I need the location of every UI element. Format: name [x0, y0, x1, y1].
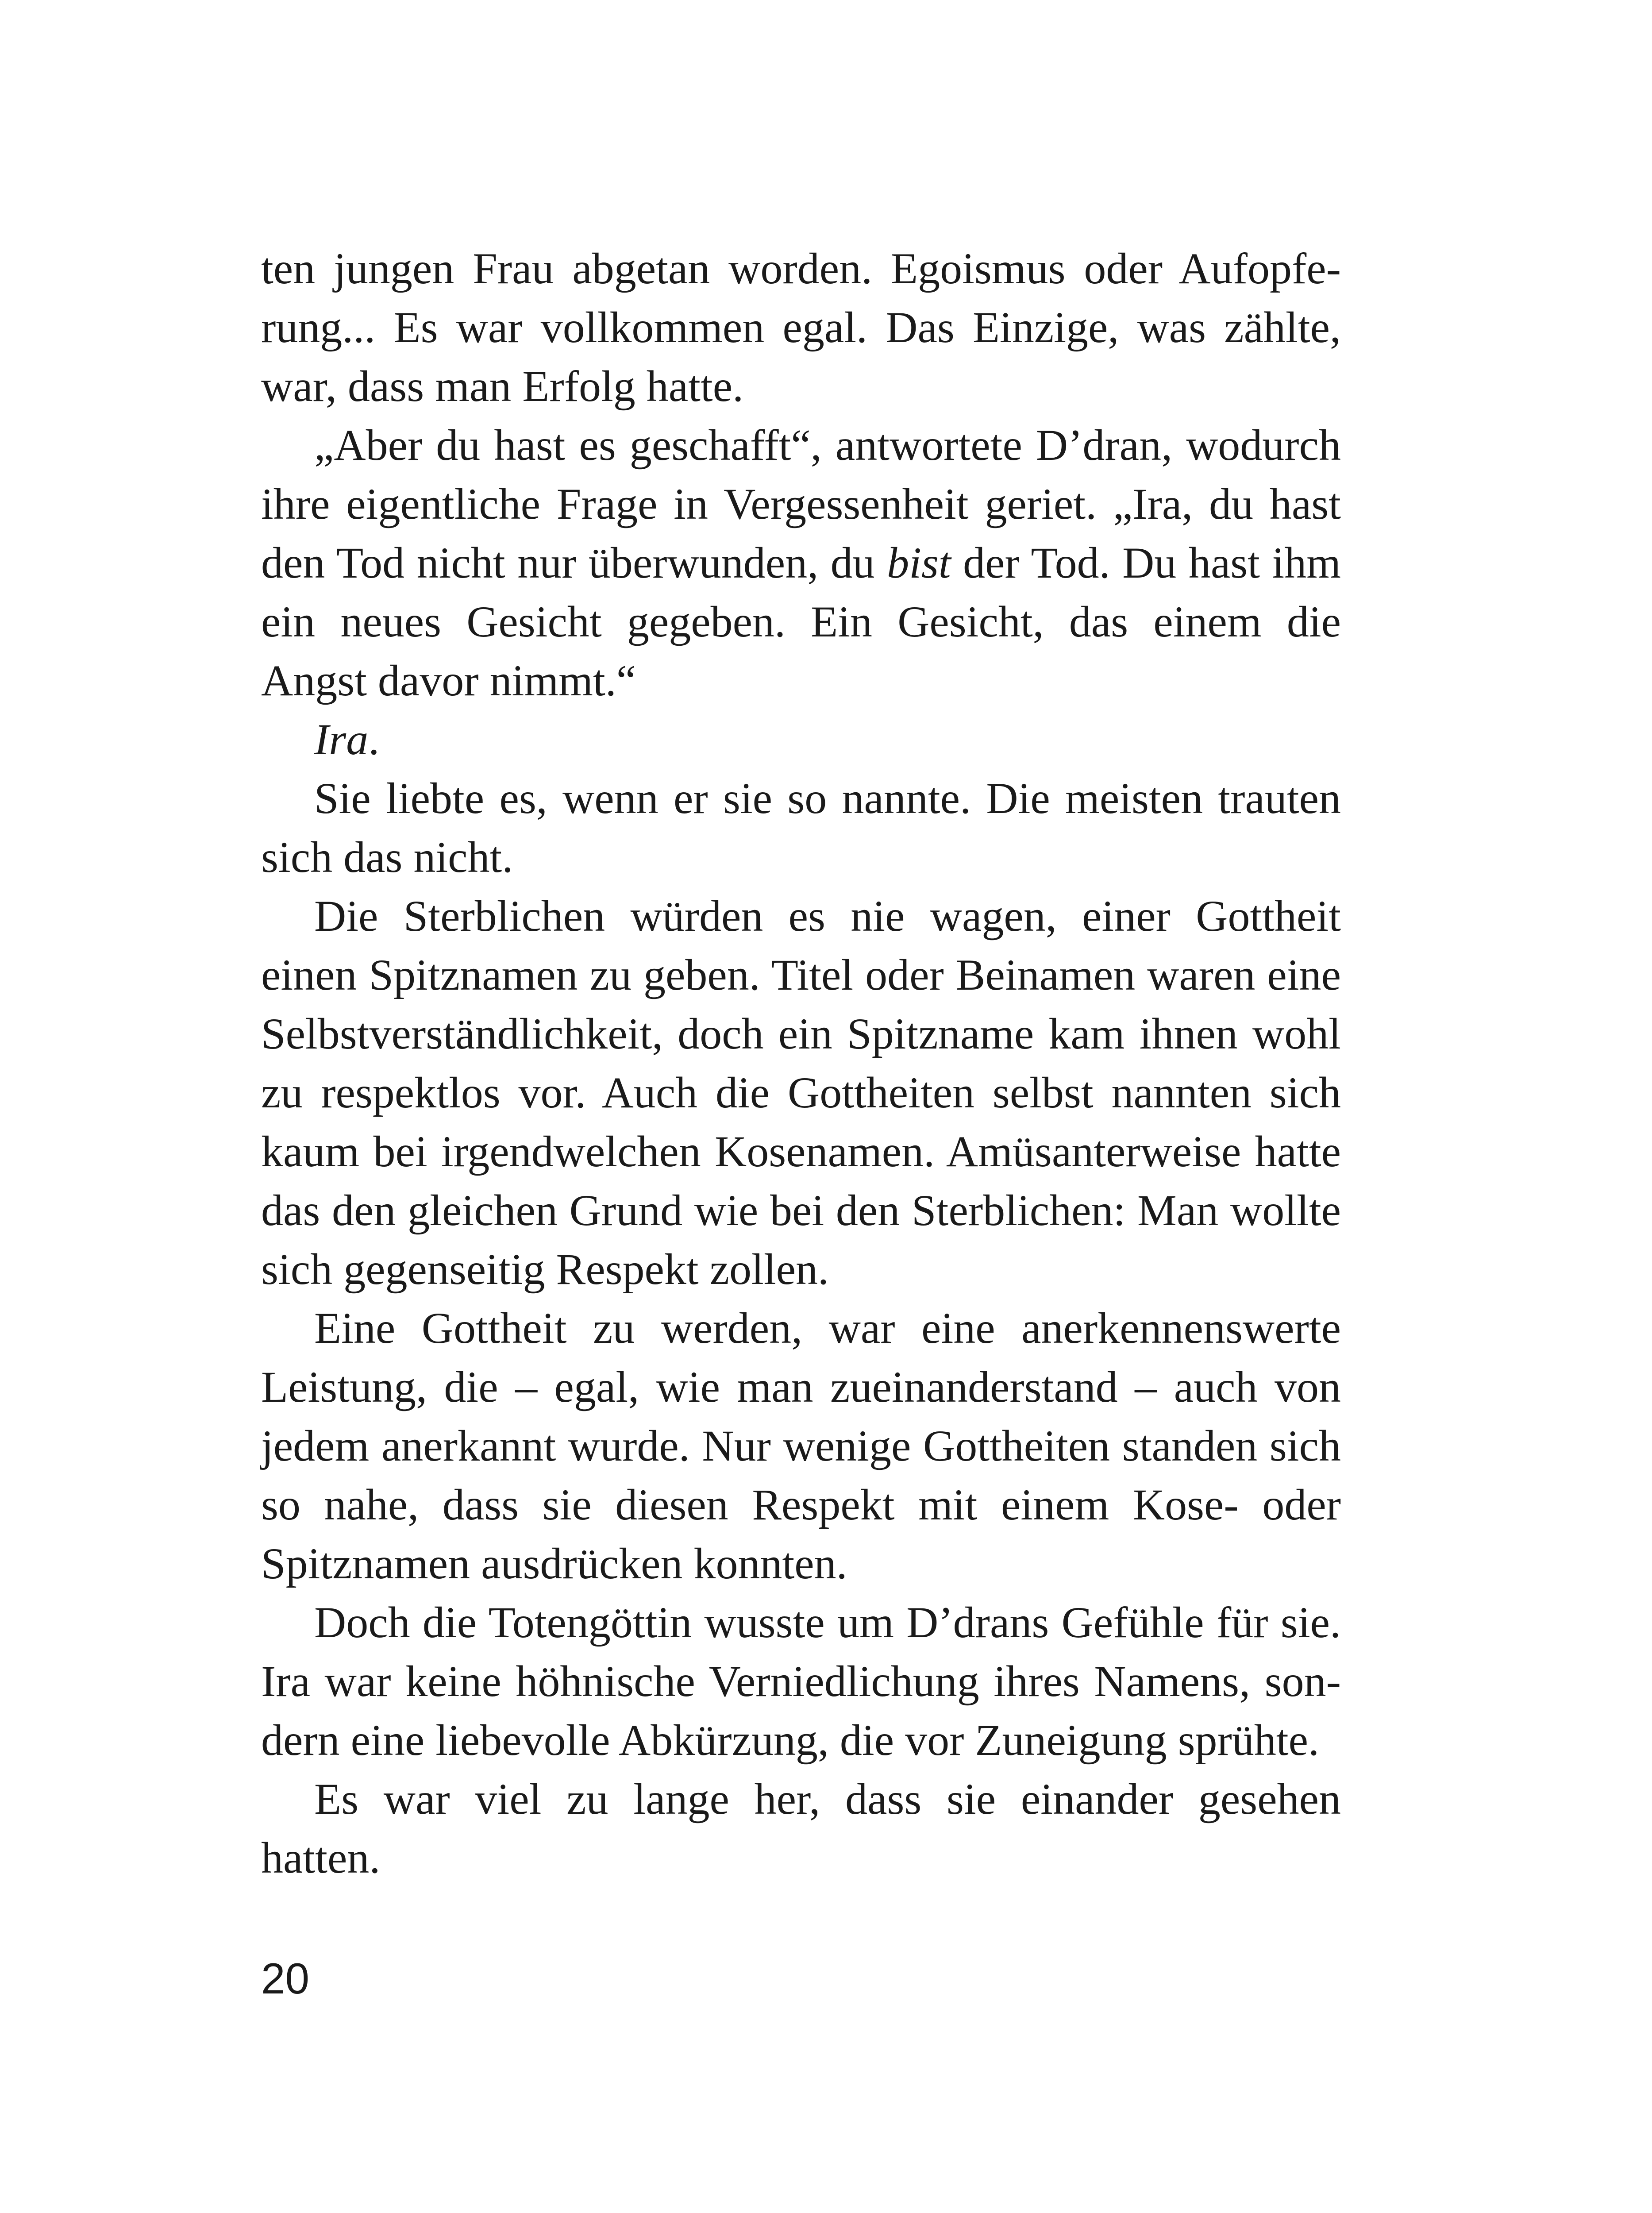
paragraph [261, 416, 1341, 710]
paragraph-text: ten jungen Frau abgetan worden. Egoismus oder Aufopferung... Es war vollkommen egal. Das Einzige, was zählte, war, dass man Erfolg hatte. [261, 244, 1341, 411]
italic-text: Ira [314, 715, 369, 764]
paragraph-text: der Tod. Du hast ihm ein neues Gesicht gegeben. Ein Gesicht, das einem die Angst davor nimmt.“ [261, 538, 1341, 705]
paragraph [261, 887, 1341, 1299]
paragraph [261, 769, 1341, 887]
page-number: 20 [261, 1954, 310, 2003]
paragraph-text: Es war viel zu lange her, dass sie einander gesehen hatten. [261, 1774, 1341, 1882]
paragraph [261, 239, 1341, 416]
paragraph-text: Eine Gottheit zu werden, war eine anerkennenswerte Leistung, die – egal, wie man zueinanderstand – auch von jedem anerkannt wurde. Nur wenige Gottheiten standen sich so nahe, dass sie diesen Respekt mit einem Kose- oder Spitznamen ausdrücken konnten. [261, 1303, 1341, 1588]
paragraph-text: Die Sterblichen würden es nie wagen, einer Gottheit einen Spitznamen zu geben. Titel oder Beinamen waren eine Selbstverständlichkeit, doch ein Spitzname kam ihnen wohl zu respektlos vor. Auch die Gottheiten selbst nannten sich kaum bei irgendwelchen Kosenamen. Amüsanterweise hatte das den gleichen Grund wie bei den Sterblichen: Man wollte sich gegenseitig Respekt zollen. [261, 891, 1341, 1294]
italic-text: bist [887, 538, 951, 587]
paragraph-text: Sie liebte es, wenn er sie so nannte. Die meisten trauten sich das nicht. [261, 774, 1341, 882]
body-text [261, 239, 1341, 1887]
paragraph-text: Doch die Totengöttin wusste um D’drans Gefühle für sie. Ira war keine höhnische Verniedlichung ihres Namens, sondern eine liebevolle Abkürzung, die vor Zuneigung sprühte. [261, 1598, 1341, 1765]
paragraph [261, 710, 1341, 769]
paragraph [261, 1770, 1341, 1887]
paragraph-text: . [368, 715, 380, 764]
paragraph [261, 1593, 1341, 1770]
paragraph [261, 1299, 1341, 1593]
paragraph-text: „Aber du hast es geschafft“, antwortete D’dran, wodurch ihre eigentliche Frage in Vergessenheit geriet. „Ira, du hast den Tod nicht nur überwunden, du [261, 420, 1341, 587]
